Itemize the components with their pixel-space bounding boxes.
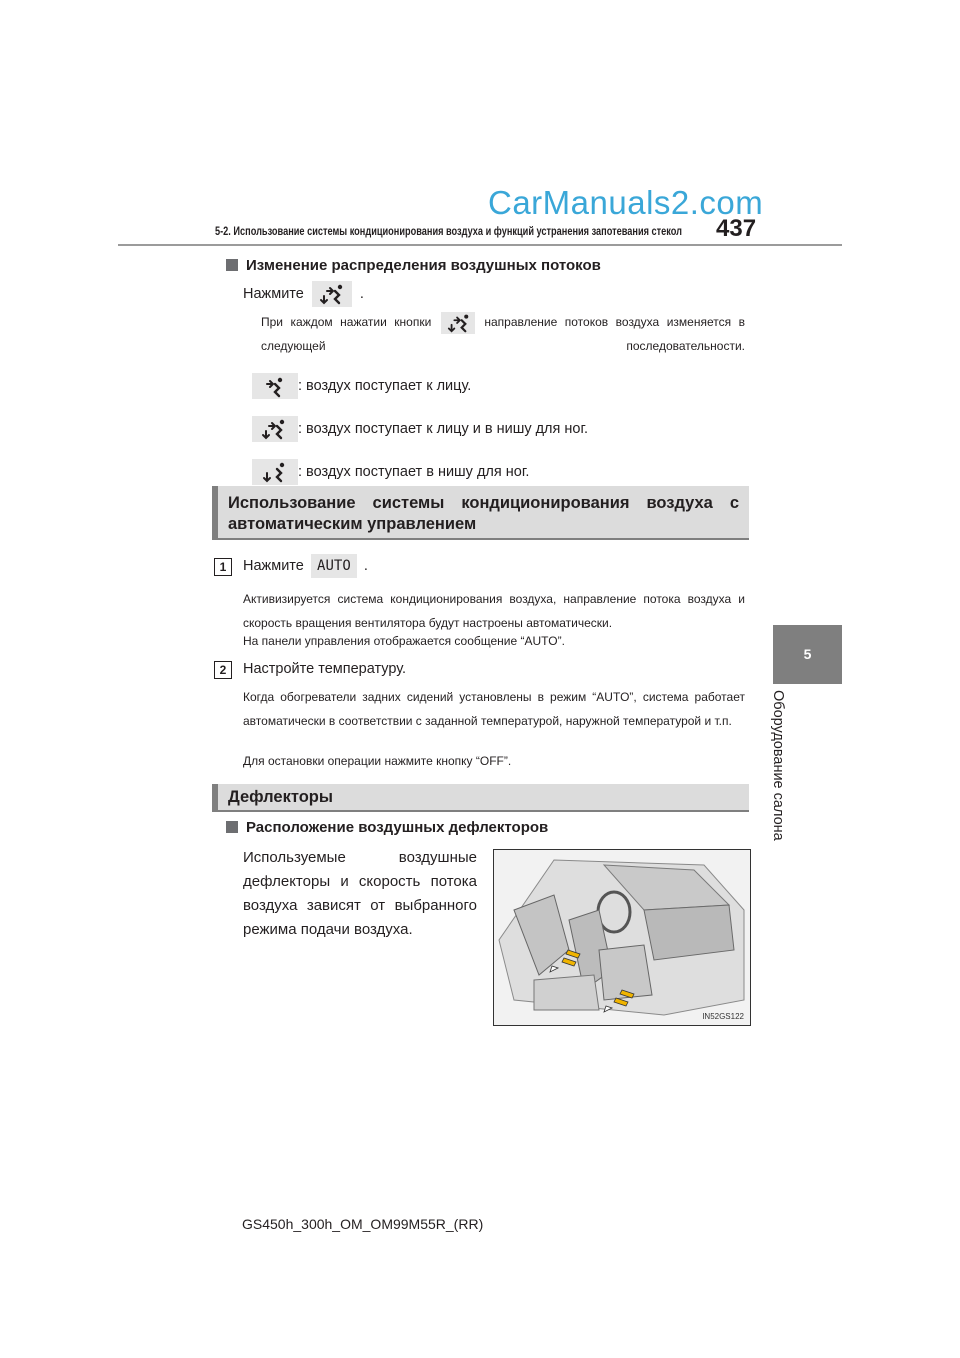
airflow-mode-button[interactable] [312, 281, 352, 307]
chapter-title-vertical [770, 690, 802, 841]
press-prefix: Нажмите [243, 286, 304, 302]
section-bar-auto [212, 486, 749, 540]
car-interior-illustration [493, 849, 751, 1026]
airflow-note [261, 310, 745, 358]
foot-mode-indicator [252, 459, 298, 485]
mode-text-bi-level: : воздух поступает к лицу и в нишу для ног. [298, 420, 589, 437]
auto-button[interactable]: AUTO [311, 554, 357, 578]
vents-heading-text: Расположение воздушных дефлекторов [246, 819, 549, 836]
section-bar-vents [212, 784, 749, 812]
step1-suffix: . [363, 558, 368, 574]
car-interior-drawing [494, 850, 750, 1025]
step-number-1: 1 [214, 558, 232, 576]
foot-vent-icon [252, 459, 298, 485]
section-heading-airflow [226, 257, 601, 274]
airflow-mode-button-inline [441, 312, 475, 334]
square-bullet-icon [226, 259, 238, 271]
step1-prefix: Нажмите [243, 558, 304, 574]
header-rule [118, 244, 842, 246]
chapter-title: Оборудование салона [770, 690, 786, 841]
bi-level-vent-icon [312, 281, 352, 307]
vents-bar-title: Дефлекторы [228, 788, 333, 806]
press-instruction [243, 281, 364, 307]
vents-body: Используемые воздушные дефлекторы и скорость потока воздуха зависят от выбранного режима подачи воздуха. [243, 849, 477, 938]
mode-item-face [252, 364, 588, 407]
step2-note1: Когда обогреватели задних сидений установлены в режим “AUTO”, система работает автоматически в соответствии с заданной температурой, наружной температурой и т.п. [243, 690, 745, 728]
section-heading-vents [226, 819, 548, 836]
press-suffix: . [359, 286, 364, 302]
step2-instruction: Настройте температуру. [243, 661, 407, 677]
step1-instruction [243, 553, 368, 579]
airflow-note-part1: При каждом нажатии кнопки [261, 315, 432, 329]
auto-bar-line1: Использование системы кондиционирования воздуха с [228, 494, 739, 512]
bi-level-mode-indicator [252, 416, 298, 442]
airflow-heading-text: Изменение распределения воздушных потоков [246, 257, 601, 274]
chapter-tab: 5 [773, 625, 842, 684]
section-header-title: 5-2. Использование системы кондиционирования воздуха и функций устранения запотевания стекол [215, 226, 682, 238]
step2-note2: Для остановки операции нажмите кнопку “OFF”. [243, 754, 512, 768]
footer-doc-id: GS450h_300h_OM_OM99M55R_(RR) [242, 1216, 484, 1232]
bi-level-vent-icon [252, 416, 298, 442]
illustration-code: IN52GS122 [702, 1012, 744, 1021]
airflow-note-part2: направление потоков воздуха изменяется в следующей последовательности. [261, 315, 745, 353]
mode-list [252, 364, 588, 493]
mode-text-face: : воздух поступает к лицу. [298, 377, 472, 394]
watermark-text: CarManuals2.com [488, 184, 764, 221]
step1-note1: Активизируется система кондиционирования воздуха, направление потока воздуха и скорость вращения вентилятора будут настроены автоматически. [243, 592, 745, 630]
airflow-note-line1 [261, 310, 745, 358]
step1-note2: На панели управления отображается сообщение “AUTO”. [243, 634, 565, 648]
mode-item-bi-level [252, 407, 588, 450]
page-number: 437 [716, 215, 757, 242]
face-mode-indicator [252, 373, 298, 399]
square-bullet-icon [226, 821, 238, 833]
face-vent-icon [252, 373, 298, 399]
step-number-2: 2 [214, 661, 232, 679]
auto-bar-line2: автоматическим управлением [228, 515, 477, 533]
mode-text-foot: : воздух поступает в нишу для ног. [298, 463, 530, 480]
bi-level-vent-icon [441, 312, 475, 334]
